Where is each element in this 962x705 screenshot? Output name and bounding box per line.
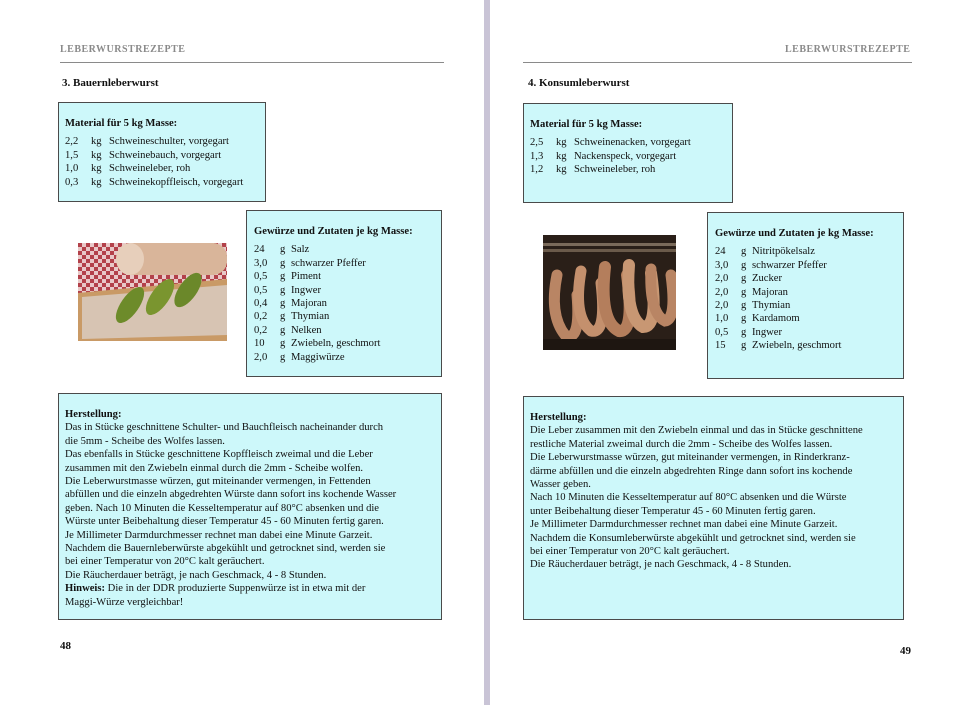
ingredient-row: [715, 326, 903, 339]
ingredient-unit: g: [280, 284, 286, 296]
ingredient-qty: 0,4: [254, 298, 268, 310]
ingredient-unit: kg: [91, 136, 102, 148]
preparation-text: Die Leber zusammen mit den Zwiebeln einmal und das in Stücke geschnittene restliche Material zweimal durch die 2mm - Scheibe des Wolfes lassen. Die Leberwurstmasse würzen, gut miteinander vermengen, in Rinderkranz- därme abfüllen und die einzeln abgedrehten Ringe dann sofort ins kochende Wasser geben. Nach 10 Minuten die Kesseltemperatur auf 80°C absenken und die Würste unter Beibehaltung dieser Temperatur 45 - 60 Minuten fertig garen. Je Millimeter Darmdurchmesser rechnet man dabei eine Minute Garzeit. Nachdem die Konsumleberwürste abgekühlt und getrocknet sind, werden sie bei einer Temperatur von 20°C kalt geräuchert. Die Räucherdauer beträgt, je nach Geschmack, 4 - 8 Stunden.: [530, 425, 863, 571]
note-text: Die in der DDR produzierte Suppenwürze ist in etwa mit der Maggi-Würze vergleichbar!: [65, 583, 366, 608]
ingredient-unit: g: [741, 300, 747, 312]
ingredient-unit: g: [280, 338, 286, 350]
ingredient-name: Schweinekopffleisch, vorgegart: [109, 176, 244, 188]
ingredient-row: [254, 351, 441, 364]
ingredient-name: Thymian: [752, 300, 791, 312]
running-header: LEBERWURSTREZEPTE: [785, 44, 911, 55]
material-heading: Material für 5 kg Masse:: [530, 119, 643, 130]
running-header: LEBERWURSTREZEPTE: [60, 44, 186, 55]
ingredient-row: [65, 149, 265, 162]
ingredient-unit: g: [741, 326, 747, 338]
ingredient-unit: g: [280, 271, 286, 283]
ingredient-unit: g: [741, 246, 747, 258]
ingredient-unit: g: [741, 286, 747, 298]
ingredient-row: [530, 163, 732, 176]
ingredient-unit: g: [280, 257, 286, 269]
page-number: 49: [900, 645, 911, 657]
ingredient-name: Schweineschulter, vorgegart: [109, 136, 229, 148]
ingredient-name: Thymian: [291, 311, 330, 323]
ingredient-name: Ingwer: [752, 326, 783, 338]
ingredient-row: [65, 162, 265, 175]
ingredient-row: [254, 243, 441, 256]
ingredient-row: [65, 135, 265, 148]
ingredient-qty: 0,3: [65, 176, 79, 188]
material-list: [530, 136, 732, 176]
spices-list: [254, 243, 441, 364]
ingredient-row: [254, 324, 441, 337]
ingredient-unit: kg: [91, 176, 102, 188]
ingredient-name: Zucker: [752, 273, 782, 285]
right-page: [490, 0, 962, 705]
header-rule: [60, 62, 444, 63]
material-list: [65, 135, 265, 189]
header-rule: [523, 62, 912, 63]
ingredient-name: Piment: [291, 271, 322, 283]
ingredient-name: Majoran: [752, 286, 788, 298]
ingredient-qty: 24: [715, 246, 726, 258]
preparation-heading: Herstellung:: [65, 409, 122, 420]
ingredient-unit: g: [741, 313, 747, 325]
spices-heading: Gewürze und Zutaten je kg Masse:: [715, 228, 874, 239]
page-number: 48: [60, 640, 71, 652]
ingredient-row: [254, 257, 441, 270]
ingredient-row: [254, 337, 441, 350]
ingredient-qty: 2,0: [715, 286, 729, 298]
ingredient-qty: 24: [254, 244, 265, 256]
ingredient-row: [715, 286, 903, 299]
ingredient-qty: 0,2: [254, 311, 268, 323]
ingredient-name: Schweinebauch, vorgegart: [109, 149, 222, 161]
ingredient-name: Zwiebeln, geschmort: [752, 340, 842, 352]
ingredient-unit: g: [280, 324, 286, 336]
ingredient-name: Nitritpökelsalz: [752, 246, 815, 258]
ingredient-unit: kg: [556, 137, 567, 149]
spices-box: [707, 212, 904, 379]
ingredient-unit: g: [280, 311, 286, 323]
ingredient-row: [715, 312, 903, 325]
spices-box: [246, 210, 442, 377]
ingredient-unit: g: [280, 298, 286, 310]
ingredient-row: [254, 270, 441, 283]
ingredient-qty: 0,5: [254, 284, 268, 296]
preparation-text: Das in Stücke geschnittene Schulter- und Bauchfleisch nacheinander durch die 5mm - Scheibe des Wolfes lassen. Das ebenfalls in Stücke geschnittene Kopffleisch zweimal und die Leber zusammen mit den Zwiebeln einmal durch die 2mm - Scheibe wolfen. Die Leberwurstmasse würzen, gut miteinander vermengen, in Fettenden abfüllen und die einzeln abgedrehten Würste dann sofort ins kochende Wasser geben. Nach 10 Minuten die Kesseltemperatur auf 80°C absenken und die Würste unter Beibehaltung dieser Temperatur 45 - 60 Minuten fertig garen. Je Millimeter Darmdurchmesser rechnet man dabei eine Minute Garzeit. Nachdem die Bauernleberwürste abgekühlt und getrocknet sind, werden sie bei einer Temperatur von 20°C kalt geräuchert. Die Räucherdauer beträgt, je nach Geschmack, 4 - 8 Stunden.: [65, 422, 397, 581]
recipe-title: 4. Konsumleberwurst: [528, 77, 630, 89]
ingredient-qty: 2,5: [530, 137, 544, 149]
ingredient-row: [65, 176, 265, 189]
ingredient-name: Nelken: [291, 324, 322, 336]
ingredient-qty: 1,2: [530, 164, 544, 176]
spices-heading: Gewürze und Zutaten je kg Masse:: [254, 226, 413, 237]
ingredient-qty: 1,0: [65, 163, 79, 175]
ingredient-name: Nackenspeck, vorgegart: [574, 150, 677, 162]
ingredient-unit: g: [741, 259, 747, 271]
ingredient-qty: 0,5: [715, 326, 729, 338]
ingredient-unit: g: [280, 351, 286, 363]
note-label: Hinweis:: [65, 583, 106, 595]
ingredient-qty: 0,5: [254, 271, 268, 283]
ingredient-name: Schweineleber, roh: [109, 163, 191, 175]
material-heading: Material für 5 kg Masse:: [65, 118, 178, 129]
ingredient-qty: 2,0: [254, 351, 268, 363]
ingredient-row: [254, 297, 441, 310]
ingredient-qty: 2,2: [65, 136, 79, 148]
ingredient-qty: 15: [715, 340, 726, 352]
ingredient-unit: kg: [556, 150, 567, 162]
ingredient-qty: 3,0: [715, 259, 729, 271]
ingredient-row: [530, 136, 732, 149]
preparation-box: [523, 396, 904, 620]
preparation-heading: Herstellung:: [530, 412, 587, 423]
ingredient-name: Majoran: [291, 298, 327, 310]
spices-list: [715, 245, 903, 352]
ingredient-row: [715, 339, 903, 352]
ingredient-name: schwarzer Pfeffer: [752, 259, 827, 271]
ingredient-unit: kg: [91, 149, 102, 161]
material-box: [523, 103, 733, 203]
ingredient-name: Zwiebeln, geschmort: [291, 338, 381, 350]
ingredient-row: [254, 284, 441, 297]
recipe-title: 3. Bauernleberwurst: [62, 77, 159, 89]
ingredient-unit: g: [280, 244, 286, 256]
ingredient-unit: kg: [91, 163, 102, 175]
ingredient-name: Ingwer: [291, 284, 322, 296]
material-box: [58, 102, 266, 202]
sausage-rings-photo: [543, 235, 676, 350]
ingredient-row: [715, 259, 903, 272]
ingredient-qty: 1,5: [65, 149, 79, 161]
ingredient-row: [715, 299, 903, 312]
ingredient-qty: 1,0: [715, 313, 729, 325]
ingredient-name: Kardamom: [752, 313, 800, 325]
ingredient-qty: 3,0: [254, 257, 268, 269]
ingredient-unit: kg: [556, 164, 567, 176]
ingredient-name: Schweinenacken, vorgegart: [574, 137, 691, 149]
ingredient-qty: 10: [254, 338, 265, 350]
ingredient-unit: g: [741, 273, 747, 285]
liverwurst-bread-photo: [78, 243, 227, 341]
ingredient-row: [715, 245, 903, 258]
preparation-box: [58, 393, 442, 620]
ingredient-row: [715, 272, 903, 285]
ingredient-name: schwarzer Pfeffer: [291, 257, 366, 269]
ingredient-row: [530, 150, 732, 163]
ingredient-qty: 1,3: [530, 150, 544, 162]
ingredient-qty: 0,2: [254, 324, 268, 336]
ingredient-qty: 2,0: [715, 300, 729, 312]
ingredient-name: Maggiwürze: [291, 351, 345, 363]
ingredient-unit: g: [741, 340, 747, 352]
ingredient-name: Schweineleber, roh: [574, 164, 656, 176]
ingredient-qty: 2,0: [715, 273, 729, 285]
ingredient-name: Salz: [291, 244, 310, 256]
ingredient-row: [254, 310, 441, 323]
